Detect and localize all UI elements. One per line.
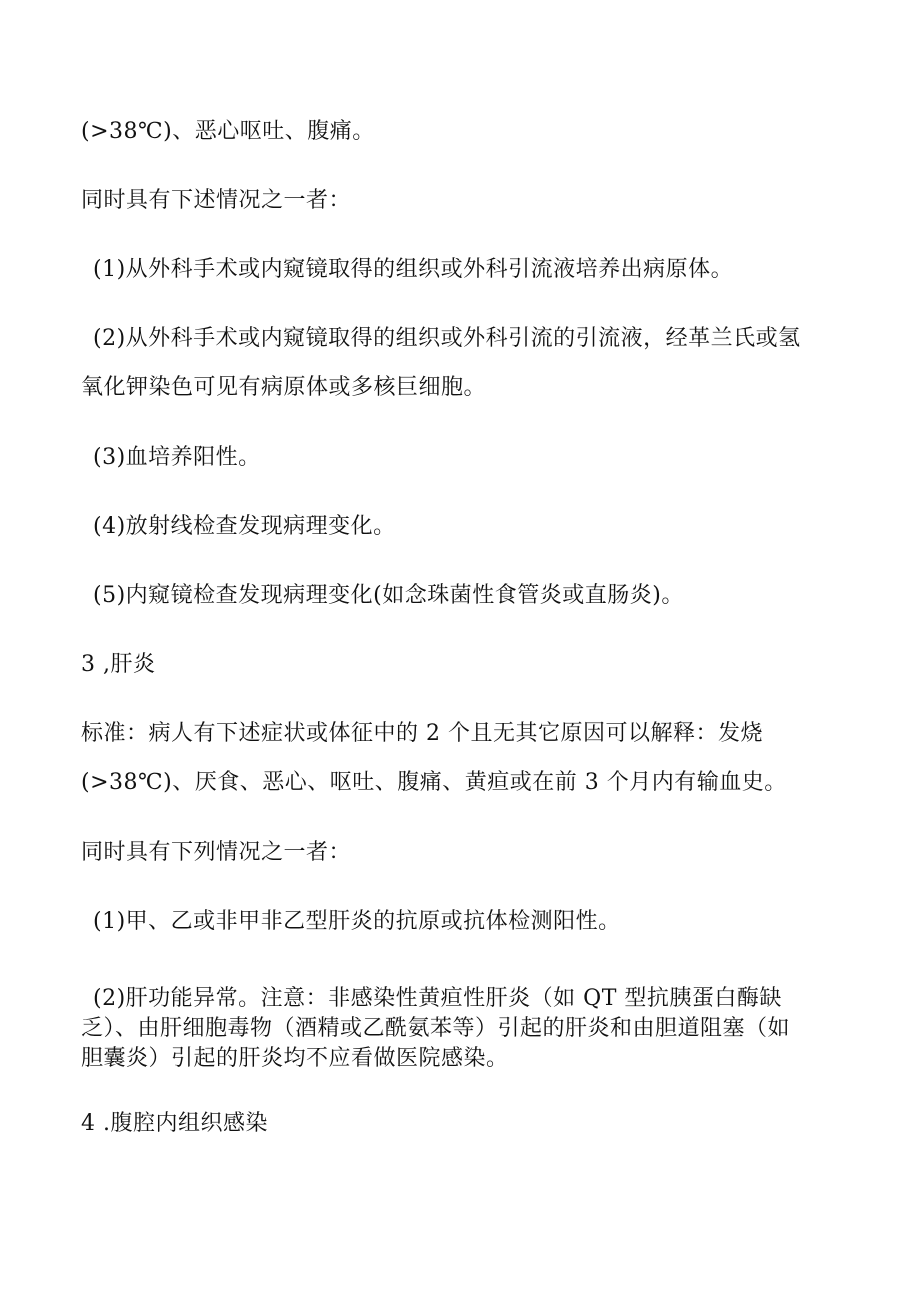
hepatitis-criteria-line-2: (>38℃)、厌食、恶心、呕吐、腹痛、黄疸或在前 3 个月内有输血史。 — [81, 770, 787, 795]
text-line-fever-symptoms: (>38℃)、恶心呕吐、腹痛。 — [81, 119, 375, 144]
hepatitis-criteria-line-1: 标准：病人有下述症状或体征中的 2 个且无其它原因可以解释：发烧 — [81, 721, 763, 746]
hepatitis-item-1: (1)甲、乙或非甲非乙型肝炎的抗原或抗体检测阳性。 — [93, 909, 621, 934]
section-heading-abdominal-infection: 4 .腹腔内组织感染 — [81, 1111, 268, 1136]
list-item-5: (5)内窥镜检查发现病理变化(如念珠菌性食管炎或直肠炎)。 — [93, 583, 684, 608]
list-item-2: (2)从外科手术或内窥镜取得的组织或外科引流的引流液，经革兰氏或氢 — [93, 326, 801, 351]
list-item-4: (4)放射线检查发现病理变化。 — [93, 514, 396, 539]
section-heading-hepatitis: 3 ,肝炎 — [81, 652, 156, 677]
text-line-conditions-intro-2: 同时具有下列情况之一者： — [81, 840, 352, 865]
hepatitis-item-2-line-2: 乏）、由肝细胞毒物（酒精或乙酰氨苯等）引起的肝炎和由胆道阻塞（如 — [81, 1016, 791, 1041]
list-item-1: (1)从外科手术或内窥镜取得的组织或外科引流液培养出病原体。 — [93, 257, 734, 282]
list-item-3: (3)血培养阳性。 — [93, 445, 261, 470]
hepatitis-item-2-line-3: 胆囊炎）引起的肝炎均不应看做医院感染。 — [81, 1046, 509, 1071]
hepatitis-item-2: (2)肝功能异常。注意：非感染性黄疸性肝炎（如 QT 型抗胰蛋白酶缺 — [93, 986, 782, 1011]
list-item-2-continued: 氧化钾染色可见有病原体或多核巨细胞。 — [81, 375, 487, 400]
text-line-conditions-intro: 同时具有下述情况之一者： — [81, 188, 352, 213]
